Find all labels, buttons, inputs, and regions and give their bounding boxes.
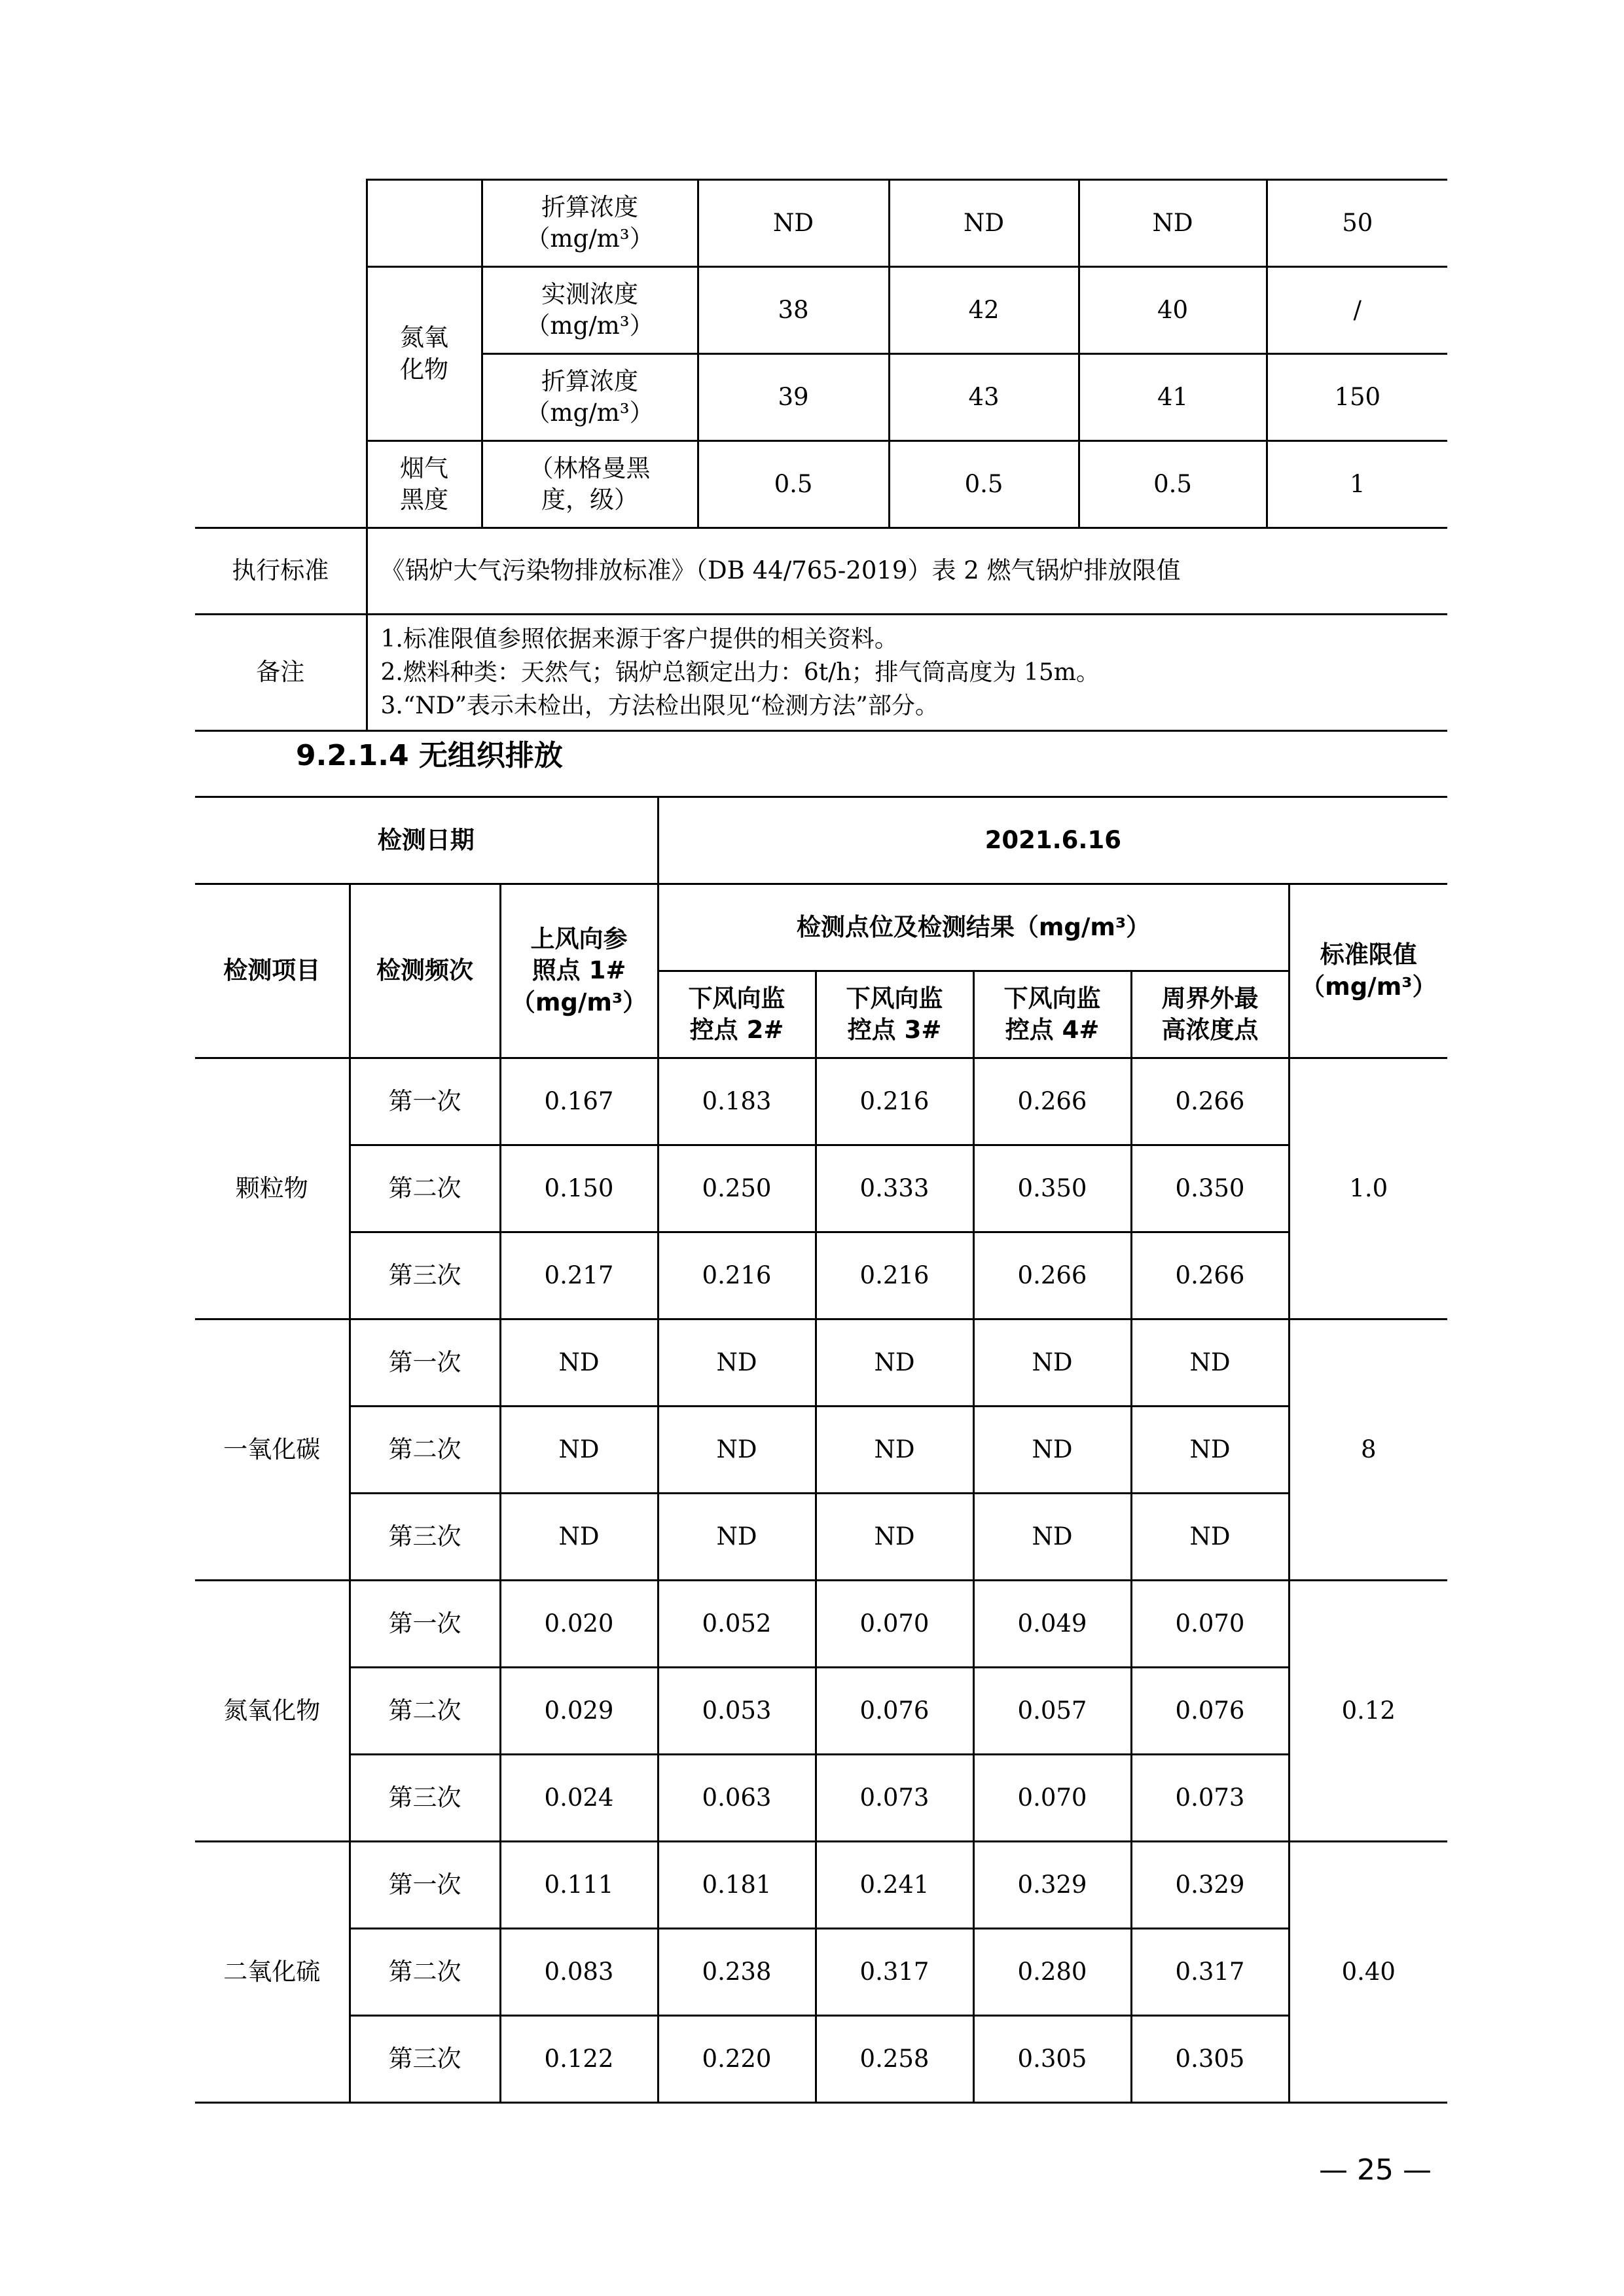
note-line: 1.标准限值参照依据来源于客户提供的相关资料。: [380, 625, 898, 653]
value-cell: ND: [889, 180, 1079, 267]
freq-cell: 第一次: [350, 1058, 500, 1145]
param-cell: 实测浓度 （mg/m³）: [482, 267, 698, 354]
value-cell: 0.183: [658, 1058, 816, 1145]
value-cell: 0.305: [973, 2016, 1131, 2103]
value-cell: 38: [698, 267, 889, 354]
item-cell: 氮氧化物: [195, 1581, 350, 1842]
value-cell: 42: [889, 267, 1079, 354]
value-cell: ND: [816, 1319, 973, 1407]
value-cell: 0.076: [816, 1668, 973, 1755]
value-cell: 0.076: [1131, 1668, 1289, 1755]
value-cell: 43: [889, 354, 1079, 441]
value-cell: 0.258: [816, 2016, 973, 2103]
header-downwind-2: 下风向监 控点 2#: [658, 971, 816, 1058]
value-cell: 0.266: [973, 1232, 1131, 1319]
table-row: [195, 1581, 1447, 1668]
value-cell: 0.5: [889, 441, 1079, 528]
value-cell: 0.024: [500, 1755, 658, 1842]
value-cell: 0.070: [1131, 1581, 1289, 1668]
standard-text: 《锅炉大气污染物排放标准》（DB 44/765-2019）表 2 燃气锅炉排放限值: [367, 528, 1447, 615]
header-downwind-3: 下风向监 控点 3#: [816, 971, 973, 1058]
value-cell: ND: [500, 1319, 658, 1407]
value-cell: 0.216: [658, 1232, 816, 1319]
table-row: [195, 441, 1447, 528]
value-cell: 0.122: [500, 2016, 658, 2103]
boiler-emission-table: [195, 179, 1447, 732]
freq-cell: 第一次: [350, 1581, 500, 1668]
freq-cell: 第一次: [350, 1319, 500, 1407]
limit-cell: 1.0: [1289, 1058, 1447, 1319]
table-row: [195, 1232, 1447, 1319]
freq-cell: 第二次: [350, 1145, 500, 1232]
table-row: [195, 1929, 1447, 2016]
header-upwind: 上风向参 照点 1# （mg/m³）: [500, 884, 658, 1058]
table-row: [195, 180, 1447, 267]
item-cell: 一氧化碳: [195, 1319, 350, 1581]
table-row: [195, 1842, 1447, 1929]
blank-cell: [195, 180, 367, 528]
value-cell: ND: [1079, 180, 1267, 267]
value-cell: ND: [816, 1494, 973, 1581]
value-cell: 0.052: [658, 1581, 816, 1668]
value-cell: 0.070: [816, 1581, 973, 1668]
limit-cell: 0.40: [1289, 1842, 1447, 2103]
value-cell: ND: [1131, 1407, 1289, 1494]
standard-label: 执行标准: [195, 528, 367, 615]
value-cell: 0.020: [500, 1581, 658, 1668]
limit-cell: 150: [1267, 354, 1447, 441]
value-cell: ND: [658, 1319, 816, 1407]
header-limit: 标准限值 （mg/m³）: [1289, 884, 1447, 1058]
note-line: 2.燃料种类：天然气；锅炉总额定出力：6t/h；排气筒高度为 15m。: [380, 658, 1100, 686]
value-cell: 0.049: [973, 1581, 1131, 1668]
value-cell: 39: [698, 354, 889, 441]
value-cell: ND: [500, 1494, 658, 1581]
value-cell: 0.150: [500, 1145, 658, 1232]
blank-cell: [367, 180, 482, 267]
freq-cell: 第三次: [350, 1494, 500, 1581]
value-cell: 0.073: [816, 1755, 973, 1842]
value-cell: 0.029: [500, 1668, 658, 1755]
table-row: [195, 1494, 1447, 1581]
freq-cell: 第一次: [350, 1842, 500, 1929]
value-cell: ND: [1131, 1319, 1289, 1407]
table-row: [195, 267, 1447, 354]
value-cell: 0.5: [1079, 441, 1267, 528]
value-cell: 0.220: [658, 2016, 816, 2103]
value-cell: 0.350: [973, 1145, 1131, 1232]
table-row: [195, 1319, 1447, 1407]
value-cell: 0.250: [658, 1145, 816, 1232]
value-cell: ND: [500, 1407, 658, 1494]
table-row: [195, 528, 1447, 615]
value-cell: 0.073: [1131, 1755, 1289, 1842]
limit-cell: /: [1267, 267, 1447, 354]
header-item: 检测项目: [195, 884, 350, 1058]
value-cell: 40: [1079, 267, 1267, 354]
value-cell: 0.280: [973, 1929, 1131, 2016]
table-row: [195, 1058, 1447, 1145]
value-cell: 0.5: [698, 441, 889, 528]
value-cell: 0.266: [1131, 1232, 1289, 1319]
date-value: 2021.6.16: [658, 797, 1447, 884]
value-cell: 0.238: [658, 1929, 816, 2016]
freq-cell: 第三次: [350, 1755, 500, 1842]
table-row: [195, 1145, 1447, 1232]
value-cell: 0.350: [1131, 1145, 1289, 1232]
table-row: [195, 1407, 1447, 1494]
table-row: [195, 797, 1447, 884]
value-cell: ND: [1131, 1494, 1289, 1581]
value-cell: 0.217: [500, 1232, 658, 1319]
value-cell: 0.216: [816, 1058, 973, 1145]
value-cell: ND: [658, 1407, 816, 1494]
table-row: [195, 1668, 1447, 1755]
limit-cell: 1: [1267, 441, 1447, 528]
value-cell: 0.266: [973, 1058, 1131, 1145]
limit-cell: 0.12: [1289, 1581, 1447, 1842]
nox-label: 氮氧 化物: [367, 267, 482, 441]
value-cell: 0.181: [658, 1842, 816, 1929]
value-cell: 0.216: [816, 1232, 973, 1319]
freq-cell: 第二次: [350, 1407, 500, 1494]
value-cell: 0.317: [816, 1929, 973, 2016]
value-cell: 0.317: [1131, 1929, 1289, 2016]
fugitive-emission-table: [195, 796, 1447, 2104]
value-cell: ND: [973, 1407, 1131, 1494]
smoke-label: 烟气 黑度: [367, 441, 482, 528]
note-line: 3.“ND”表示未检出，方法检出限见“检测方法”部分。: [380, 692, 939, 720]
value-cell: 0.329: [973, 1842, 1131, 1929]
limit-cell: 8: [1289, 1319, 1447, 1581]
value-cell: ND: [973, 1319, 1131, 1407]
freq-cell: 第三次: [350, 2016, 500, 2103]
table-row: [195, 1755, 1447, 1842]
value-cell: 0.063: [658, 1755, 816, 1842]
value-cell: 0.057: [973, 1668, 1131, 1755]
notes-text: [367, 615, 1447, 731]
value-cell: ND: [658, 1494, 816, 1581]
header-boundary-max: 周界外最 高浓度点: [1131, 971, 1289, 1058]
table-row: [195, 884, 1447, 971]
value-cell: 41: [1079, 354, 1267, 441]
value-cell: 0.266: [1131, 1058, 1289, 1145]
freq-cell: 第三次: [350, 1232, 500, 1319]
freq-cell: 第二次: [350, 1929, 500, 2016]
header-results: 检测点位及检测结果（mg/m³）: [658, 884, 1289, 971]
header-downwind-4: 下风向监 控点 4#: [973, 971, 1131, 1058]
value-cell: 0.329: [1131, 1842, 1289, 1929]
item-cell: 二氧化硫: [195, 1842, 350, 2103]
item-cell: 颗粒物: [195, 1058, 350, 1319]
value-cell: 0.333: [816, 1145, 973, 1232]
value-cell: 0.111: [500, 1842, 658, 1929]
table-row: [195, 615, 1447, 731]
value-cell: 0.070: [973, 1755, 1131, 1842]
value-cell: ND: [816, 1407, 973, 1494]
value-cell: 0.305: [1131, 2016, 1289, 2103]
param-cell: （林格曼黑 度，级）: [482, 441, 698, 528]
header-frequency: 检测频次: [350, 884, 500, 1058]
date-label: 检测日期: [195, 797, 658, 884]
notes-label: 备注: [195, 615, 367, 731]
value-cell: 0.241: [816, 1842, 973, 1929]
value-cell: 0.167: [500, 1058, 658, 1145]
page-number: — 25 —: [1319, 2153, 1432, 2187]
freq-cell: 第二次: [350, 1668, 500, 1755]
value-cell: 0.083: [500, 1929, 658, 2016]
value-cell: 0.053: [658, 1668, 816, 1755]
param-cell: 折算浓度 （mg/m³）: [482, 180, 698, 267]
section-title: 9.2.1.4 无组织排放: [296, 739, 563, 772]
value-cell: ND: [698, 180, 889, 267]
value-cell: ND: [973, 1494, 1131, 1581]
param-cell: 折算浓度 （mg/m³）: [482, 354, 698, 441]
table-row: [195, 2016, 1447, 2103]
limit-cell: 50: [1267, 180, 1447, 267]
